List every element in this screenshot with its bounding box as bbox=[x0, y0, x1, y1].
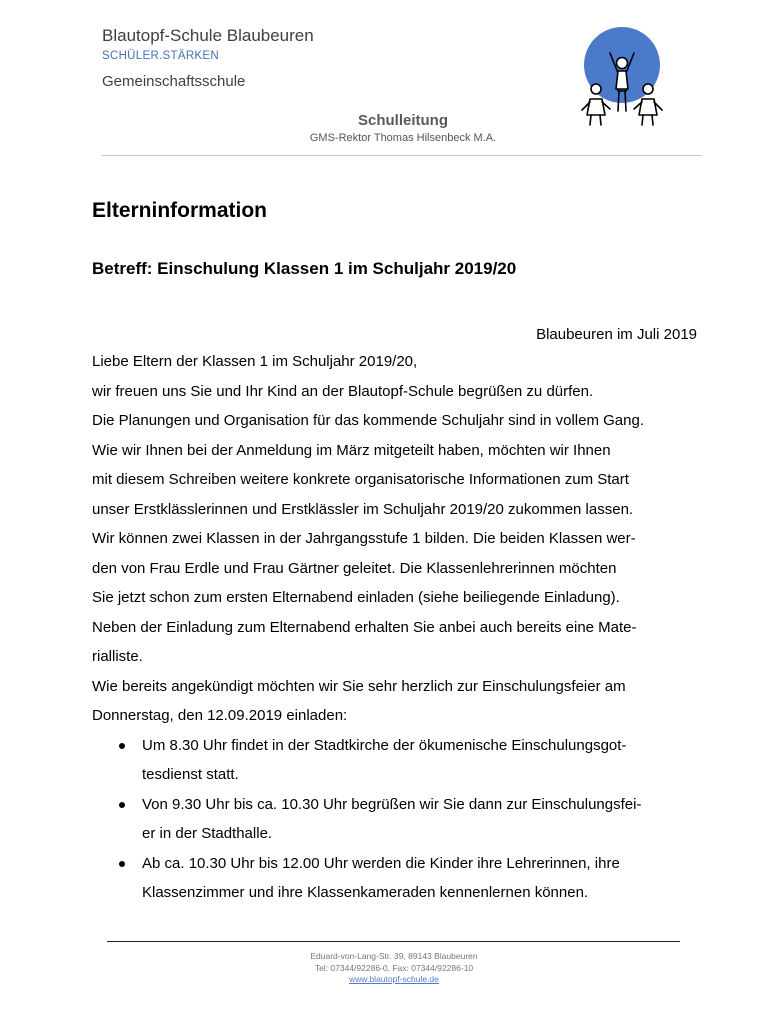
letter-body bbox=[92, 347, 697, 908]
body-line: Donnerstag, den 12.09.2019 einladen: bbox=[92, 707, 348, 724]
document-dateline: Blaubeuren im Juli 2019 bbox=[536, 326, 697, 343]
school-logo bbox=[572, 27, 672, 127]
body-line: Wie wir Ihnen bei der Anmeldung im März mitgeteilt haben, möchten wir Ihnen bbox=[92, 441, 611, 459]
bullet-dot-icon bbox=[119, 861, 125, 867]
school-name: Blautopf-Schule Blaubeuren bbox=[102, 26, 314, 45]
body-line: rialliste. bbox=[92, 648, 143, 665]
footer-address: Eduard-von-Lang-Str. 39, 89143 Blaubeuren bbox=[310, 951, 478, 961]
bullet-dot-icon bbox=[119, 802, 125, 808]
header-divider bbox=[102, 155, 702, 156]
body-line: Die Planungen und Organisation für das kommende Schuljahr sind in vollem Gang. bbox=[92, 412, 644, 429]
footer-website-link[interactable]: www.blautopf-schule.de bbox=[349, 974, 439, 984]
leitung-name: GMS-Rektor Thomas Hilsenbeck M.A. bbox=[309, 132, 497, 144]
body-line: Wie bereits angekündigt möchten wir Sie sehr herzlich zur Einschulungsfeier am bbox=[92, 677, 626, 695]
body-line: Sie jetzt schon zum ersten Elternabend einladen (siehe beiliegende Einladung). bbox=[92, 589, 620, 606]
bullet-text: Von 9.30 Uhr bis ca. 10.30 Uhr begrüßen wir Sie dann zur Einschulungsfei- bbox=[142, 795, 642, 813]
bullet-text: Ab ca. 10.30 Uhr bis 12.00 Uhr werden die Kinder ihre Lehrerinnen, ihre bbox=[142, 854, 620, 872]
body-line: den von Frau Erdle und Frau Gärtner geleitet. Die Klassenlehrerinnen möchten bbox=[92, 559, 617, 577]
bullet-continuation: er in der Stadthalle. bbox=[142, 825, 273, 842]
bullet-continuation: Klassenzimmer und ihre Klassenkameraden kennenlernen können. bbox=[142, 884, 589, 901]
bullet-item bbox=[92, 790, 697, 820]
body-line: Neben der Einladung zum Elternabend erhalten Sie anbei auch bereits eine Mate- bbox=[92, 618, 637, 636]
school-tagline: SCHÜLER.STÄRKEN bbox=[102, 50, 219, 62]
school-type: Gemeinschaftsschule bbox=[102, 73, 246, 90]
leitung-title: Schulleitung bbox=[358, 112, 448, 129]
footer-divider bbox=[107, 941, 680, 942]
body-line: Liebe Eltern der Klassen 1 im Schuljahr 2019/20, bbox=[92, 353, 418, 370]
body-line: Wir können zwei Klassen in der Jahrgangsstufe 1 bilden. Die beiden Klassen wer- bbox=[92, 530, 636, 547]
bullet-dot-icon bbox=[119, 743, 125, 749]
bullet-continuation: tesdienst statt. bbox=[142, 766, 239, 783]
bullet-item bbox=[92, 731, 697, 761]
body-line: mit diesem Schreiben weitere konkrete organisatorische Informationen zum Start bbox=[92, 471, 629, 488]
body-line: wir freuen uns Sie und Ihr Kind an der Blautopf-Schule begrüßen zu dürfen. bbox=[92, 382, 594, 400]
footer-phone: Tel: 07344/92286-0, Fax: 07344/92286-10 bbox=[314, 962, 474, 973]
bullet-text: Um 8.30 Uhr findet in der Stadtkirche der ökumenische Einschulungsgot- bbox=[142, 736, 627, 754]
document-subject: Betreff: Einschulung Klassen 1 im Schuljahr 2019/20 bbox=[92, 259, 517, 278]
body-line: unser Erstklässlerinnen und Erstklässler im Schuljahr 2019/20 zukommen lassen. bbox=[92, 500, 634, 518]
footer bbox=[0, 951, 770, 986]
bullet-item bbox=[92, 849, 697, 879]
document-heading: Elterninformation bbox=[92, 199, 268, 222]
